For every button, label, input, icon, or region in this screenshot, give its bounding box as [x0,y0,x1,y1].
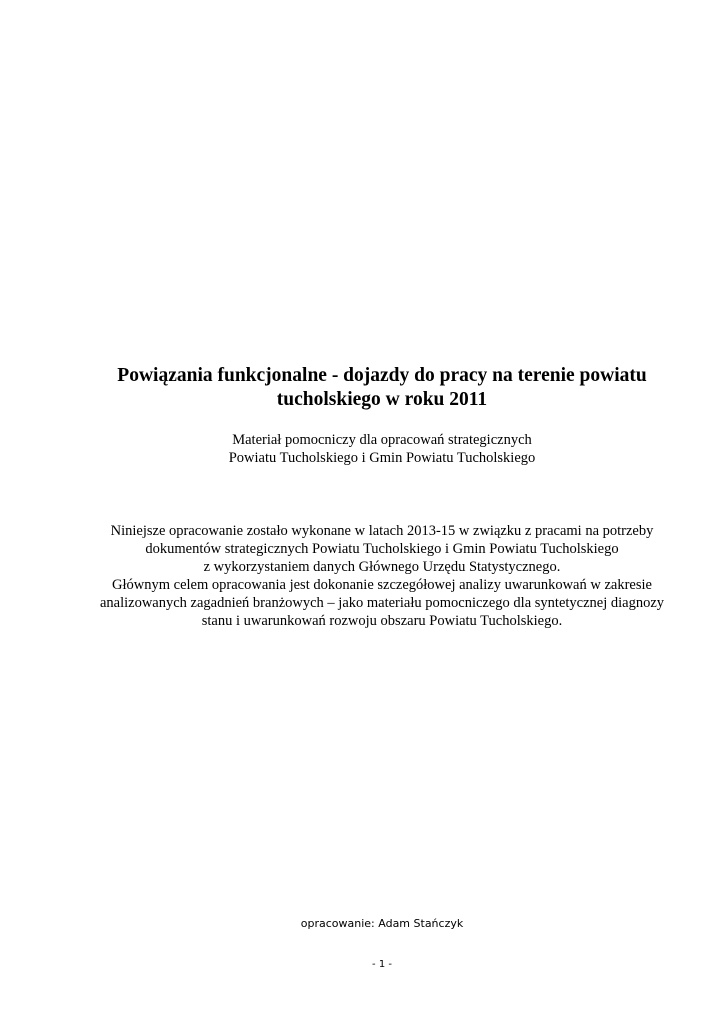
document-title [60,364,704,412]
document-description [40,522,724,630]
description-line: dokumentów strategicznych Powiatu Tucholskiego i Gmin Powiatu Tucholskiego [145,541,619,557]
description-line: stanu i uwarunkowań rozwoju obszaru Powiatu Tucholskiego. [201,613,563,629]
description-line: z wykorzystaniem danych Głównego Urzędu Statystycznego. [203,559,561,575]
description-line: Niniejsze opracowanie zostało wykonane w latach 2013-15 w związku z pracami na potrzeby [110,523,654,539]
description-line: analizowanych zagadnień branżowych – jako materiału pomocniczego dla syntetycznej diagnozy [99,595,665,611]
page-number: - 1 - [372,959,392,970]
description-line: Głównym celem opracowania jest dokonanie szczegółowej analizy uwarunkowań w zakresie [112,577,652,593]
title-line: Powiązania funkcjonalne - dojazdy do pracy na terenie powiatu [117,365,647,386]
author-credit: opracowanie: Adam Stańczyk [300,917,464,930]
document-subtitle [60,431,704,467]
subtitle-line: Materiał pomocniczy dla opracowań strategicznych [232,432,532,448]
title-line: tucholskiego w roku 2011 [276,389,488,410]
subtitle-line: Powiatu Tucholskiego i Gmin Powiatu Tucholskiego [228,450,536,466]
